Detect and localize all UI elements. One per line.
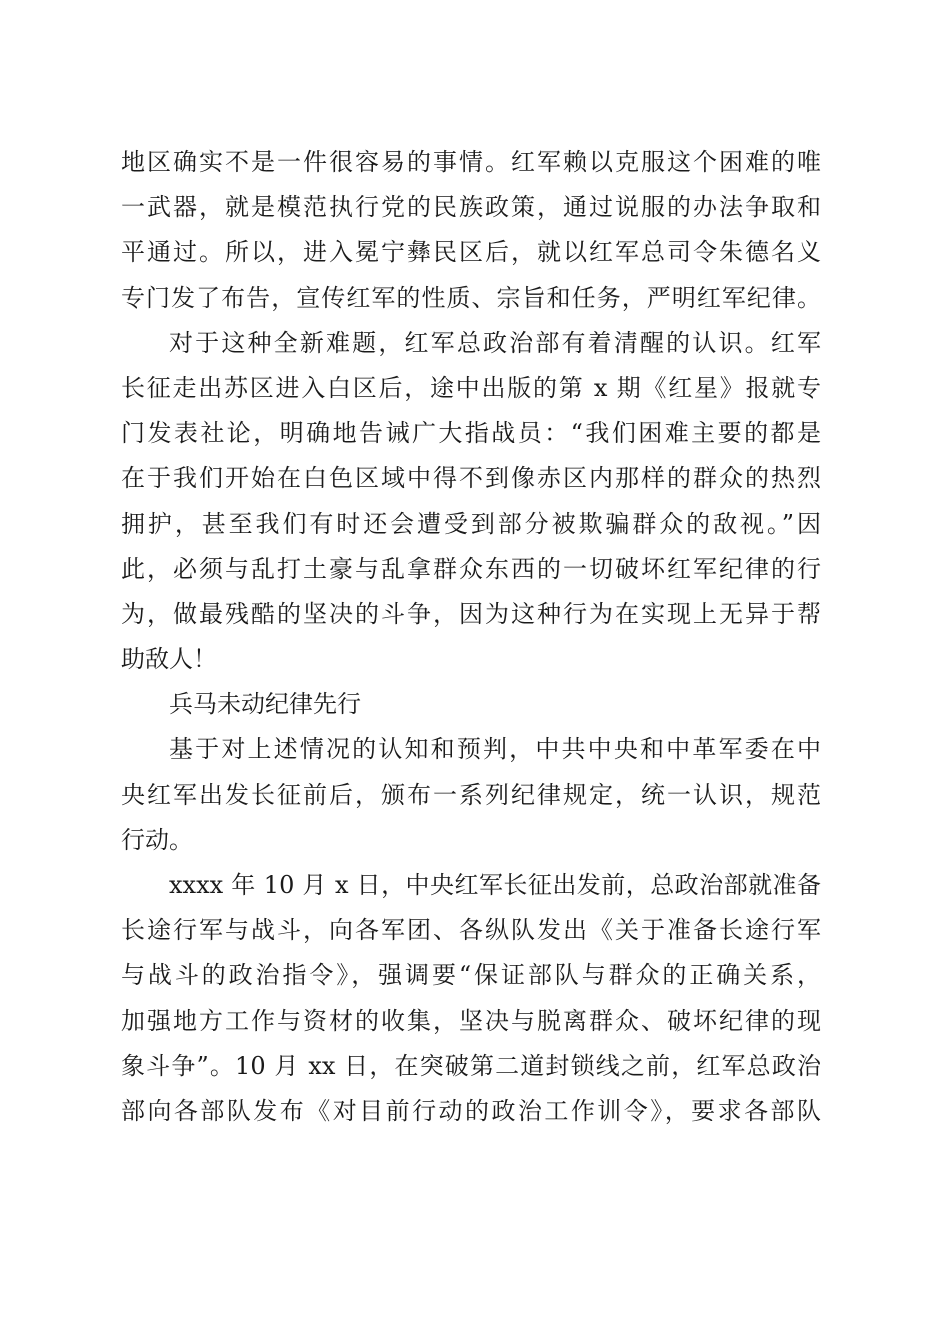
text-line: 长途行军与战斗，向各军团、各纵队发出《关于准备长途行军 bbox=[121, 916, 821, 945]
text-line: 一武器，就是模范执行党的民族政策，通过说服的办法争取和 bbox=[121, 193, 821, 222]
text-line: 拥护，甚至我们有时还会遭受到部分被欺骗群众的敌视。”因 bbox=[121, 509, 821, 538]
text-line: 平通过。所以，进入冕宁彝民区后，就以红军总司令朱德名义 bbox=[121, 238, 821, 267]
text-line: 行动。 bbox=[121, 825, 193, 854]
text-line: 门发表社论，明确地告诫广大指战员：“我们困难主要的都是 bbox=[121, 419, 821, 448]
text-line: xxxx 年 10 月 x 日，中央红军长征出发前，总政治部就准备 bbox=[169, 871, 821, 899]
text-line: 对于这种全新难题，红军总政治部有着清醒的认识。红军 bbox=[169, 328, 821, 357]
text-line: 长征走出苏区进入白区后，途中出版的第 x 期《红星》报就专 bbox=[121, 373, 821, 402]
text-line: 部向各部队发布《对目前行动的政治工作训令》，要求各部队 bbox=[121, 1096, 821, 1125]
text-line: 此，必须与乱打土豪与乱拿群众东西的一切破坏红军纪律的行 bbox=[121, 554, 821, 583]
document-body bbox=[121, 140, 821, 1134]
section-heading: 兵马未动纪律先行 bbox=[169, 690, 361, 719]
text-line: 地区确实不是一件很容易的事情。红军赖以克服这个困难的唯 bbox=[121, 148, 821, 176]
text-line: 为，做最残酷的坚决的斗争，因为这种行为在实现上无异于帮 bbox=[121, 599, 821, 628]
text-line: 象斗争”。10 月 xx 日，在突破第二道封锁线之前，红军总政治 bbox=[121, 1051, 821, 1080]
text-line: 专门发了布告，宣传红军的性质、宗旨和任务，严明红军纪律。 bbox=[121, 283, 821, 312]
text-line: 与战斗的政治指令》，强调要“保证部队与群众的正确关系， bbox=[121, 961, 821, 990]
text-line: 基于对上述情况的认知和预判，中共中央和中革军委在中 bbox=[169, 735, 821, 764]
text-line: 央红军出发长征前后，颁布一系列纪律规定，统一认识，规范 bbox=[121, 780, 821, 809]
text-line: 助敌人！ bbox=[121, 645, 217, 674]
text-line: 在于我们开始在白色区域中得不到像赤区内那样的群众的热烈 bbox=[121, 464, 821, 493]
text-line: 加强地方工作与资材的收集，坚决与脱离群众、破坏纪律的现 bbox=[121, 1006, 821, 1035]
